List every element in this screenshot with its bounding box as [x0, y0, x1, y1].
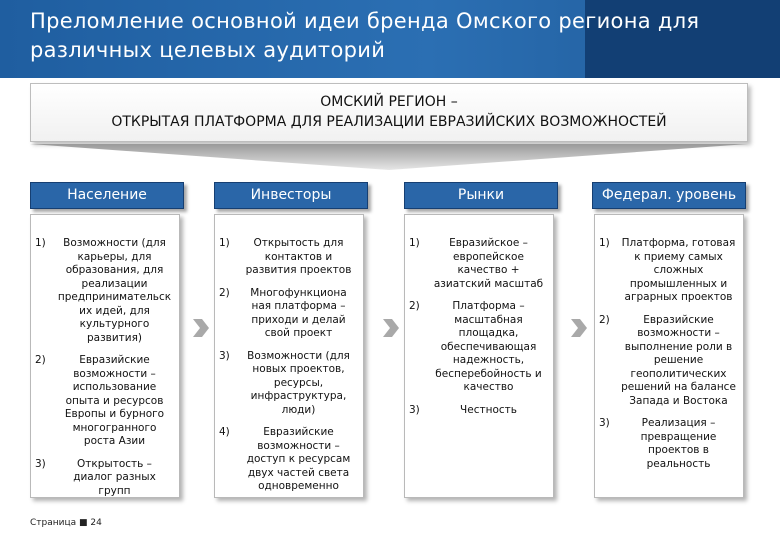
- list-item: 1) Евразийское – европейское качество + азиатский масштаб: [409, 237, 544, 290]
- chevron-right-icon: [383, 319, 399, 337]
- list-item: 3) Возможности (для новых проектов, ресурсы, инфраструктура, люди): [219, 349, 350, 416]
- page-number: Страница ■ 24: [30, 518, 102, 528]
- list-item: 2) Платформа – масштабная площадка, обеспечивающая надежность, бесперебойность и качество: [409, 300, 542, 393]
- chevron-right-icon: [571, 319, 587, 337]
- banner-line-1: ОМСКИЙ РЕГИОН –: [320, 94, 458, 110]
- chevron-right-icon: [193, 319, 209, 337]
- column-box-population: [30, 214, 180, 498]
- list-item: 3) Честность: [409, 403, 517, 416]
- column-heading-investors: Инвесторы: [214, 182, 368, 209]
- down-arrow-icon: [30, 144, 748, 170]
- list-item: 2) Евразийские возможности – использование опыта и ресурсов Европы и бурного многогранного роста Азии: [35, 354, 165, 447]
- column-box-federal: [594, 214, 744, 498]
- list-item: 2) Евразийские возможности – выполнение роли в решение геополитических решений на балансе Запада и Востока: [599, 313, 736, 407]
- list-item: 2) Многофункциона ная платформа – приходи и делай свой проект: [219, 286, 347, 339]
- column-heading-federal: Федерал. уровень: [592, 182, 746, 209]
- title-bar: [0, 0, 780, 78]
- banner-line-2: ОТКРЫТАЯ ПЛАТФОРМА ДЛЯ РЕАЛИЗАЦИИ ЕВРАЗИЙСКИХ ВОЗМОЖНОСТЕЙ: [111, 114, 667, 130]
- column-heading-markets: Рынки: [404, 182, 558, 209]
- column-heading-population: Население: [30, 182, 184, 209]
- main-idea-banner: [30, 83, 748, 142]
- page-title: Преломление основной идеи бренда Омского региона для различных целевых аудиторий: [30, 9, 700, 62]
- list-item: 1) Платформа, готовая к приему самых сложных промышленных и аграрных проектов: [599, 237, 736, 303]
- list-item: 3) Открытость – диалог разных групп: [35, 457, 156, 497]
- column-box-markets: [404, 214, 554, 498]
- list-item: 1) Возможности (для карьеры, для образования, для реализации предпринимательск их идей, для культурного развития): [35, 237, 172, 344]
- list-item: 3) Реализация – превращение проектов в реальность: [599, 417, 717, 470]
- list-item: 1) Открытость для контактов и развития проектов: [219, 237, 352, 276]
- column-box-investors: [214, 214, 364, 498]
- list-item: 4) Евразийские возможности – доступ к ресурсам двух частей света одновременно: [219, 426, 351, 492]
